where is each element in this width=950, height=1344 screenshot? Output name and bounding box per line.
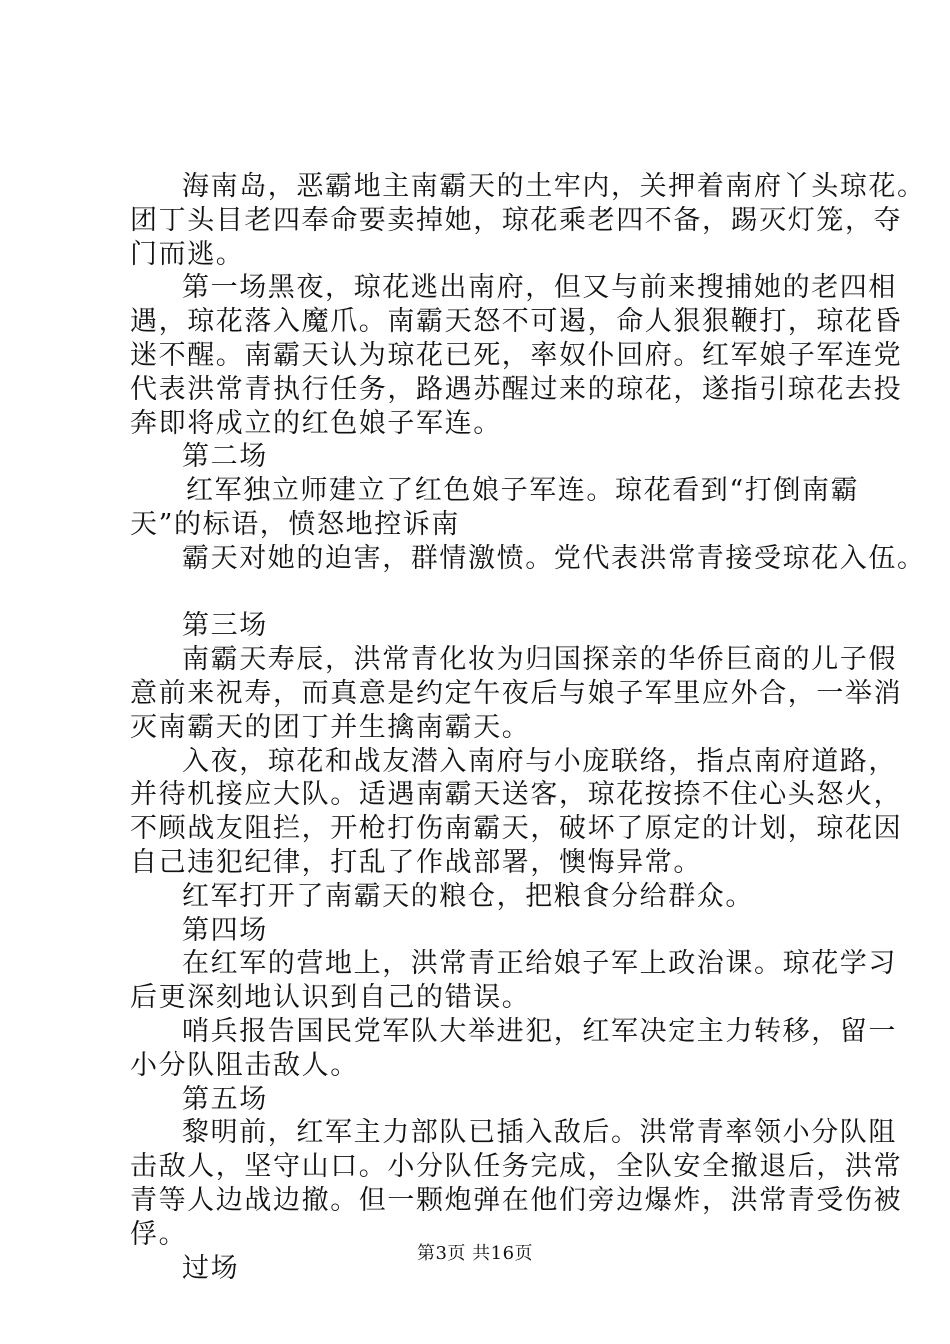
text-line: 小分队阻击敌人。 — [130, 1049, 359, 1081]
text-line: 遇，琼花落入魔爪。南霸天怒不可遏，命人狠狠鞭打，琼花昏 — [130, 306, 903, 338]
scene-heading: 过场 — [182, 1252, 240, 1284]
text-line: 黎明前，红军主力部队已插入敌后。洪常青率领小分队阻 — [182, 1117, 897, 1149]
text-line: 击敌人，坚守山口。小分队任务完成，全队安全撤退后，洪常 — [130, 1151, 903, 1183]
text-line: 意前来祝寿，而真意是约定午夜后与娘子军里应外合，一举消 — [130, 677, 903, 709]
scene-heading: 第二场 — [182, 441, 268, 473]
text-line: 霸天对她的迫害，群情激愤。党代表洪常青接受琼花入伍。 — [182, 542, 926, 574]
blank-line — [130, 576, 852, 610]
text-line: 青等人边战边撤。但一颗炮弹在他们旁边爆炸，洪常青受伤被 — [130, 1184, 903, 1216]
scene-heading: 第五场 — [182, 1083, 268, 1115]
text-line: 红军打开了南霸天的粮仓，把粮食分给群众。 — [182, 880, 754, 912]
page-number: 第3页 共16页 — [416, 1243, 534, 1264]
document-body — [130, 170, 926, 1285]
scene-heading: 第四场 — [182, 914, 268, 946]
text-line: 哨兵报告国民党军队大举进犯，红军决定主力转移，留一 — [182, 1015, 897, 1047]
text-line: 天”的标语，愤怒地控诉南 — [130, 508, 461, 540]
text-line: 不顾战友阻拦，开枪打伤南霸天，破坏了原定的计划，琼花因 — [130, 813, 903, 845]
text-line: 南霸天寿辰，洪常青化妆为归国探亲的华侨巨商的儿子假 — [182, 644, 897, 676]
text-line: 代表洪常青执行任务，路遇苏醒过来的琼花，遂指引琼花去投 — [130, 373, 903, 405]
text-line: 红军独立师建立了红色娘子军连。琼花看到“打倒南霸 — [186, 475, 860, 507]
text-line: 迷不醒。南霸天认为琼花已死，率奴仆回府。红军娘子军连党 — [130, 339, 903, 371]
scene-heading: 第三场 — [182, 610, 268, 642]
text-line: 灭南霸天的团丁并生擒南霸天。 — [130, 711, 531, 743]
text-line: 入夜，琼花和战友潜入南府与小庞联络，指点南府道路， — [182, 745, 897, 777]
text-line: 俘。 — [130, 1218, 188, 1250]
text-line: 并待机接应大队。适遇南霸天送客，琼花按捺不住心头怒火， — [130, 779, 903, 811]
text-line: 团丁头目老四奉命要卖掉她，琼花乘老四不备，踢灭灯笼，夺 — [130, 204, 903, 236]
text-line: 自己违犯纪律，打乱了作战部署，懊悔异常。 — [130, 846, 702, 878]
text-line: 海南岛，恶霸地主南霸天的土牢内，关押着南府丫头琼花。 — [182, 171, 926, 202]
text-line: 门而逃。 — [130, 238, 245, 270]
text-line: 在红军的营地上，洪常青正给娘子军上政治课。琼花学习 — [182, 948, 897, 980]
text-line: 奔即将成立的红色娘子军连。 — [130, 407, 502, 439]
text-line: 后更深刻地认识到自己的错误。 — [130, 982, 531, 1014]
text-line: 第一场黑夜，琼花逃出南府，但又与前来搜捕她的老四相 — [182, 272, 897, 304]
